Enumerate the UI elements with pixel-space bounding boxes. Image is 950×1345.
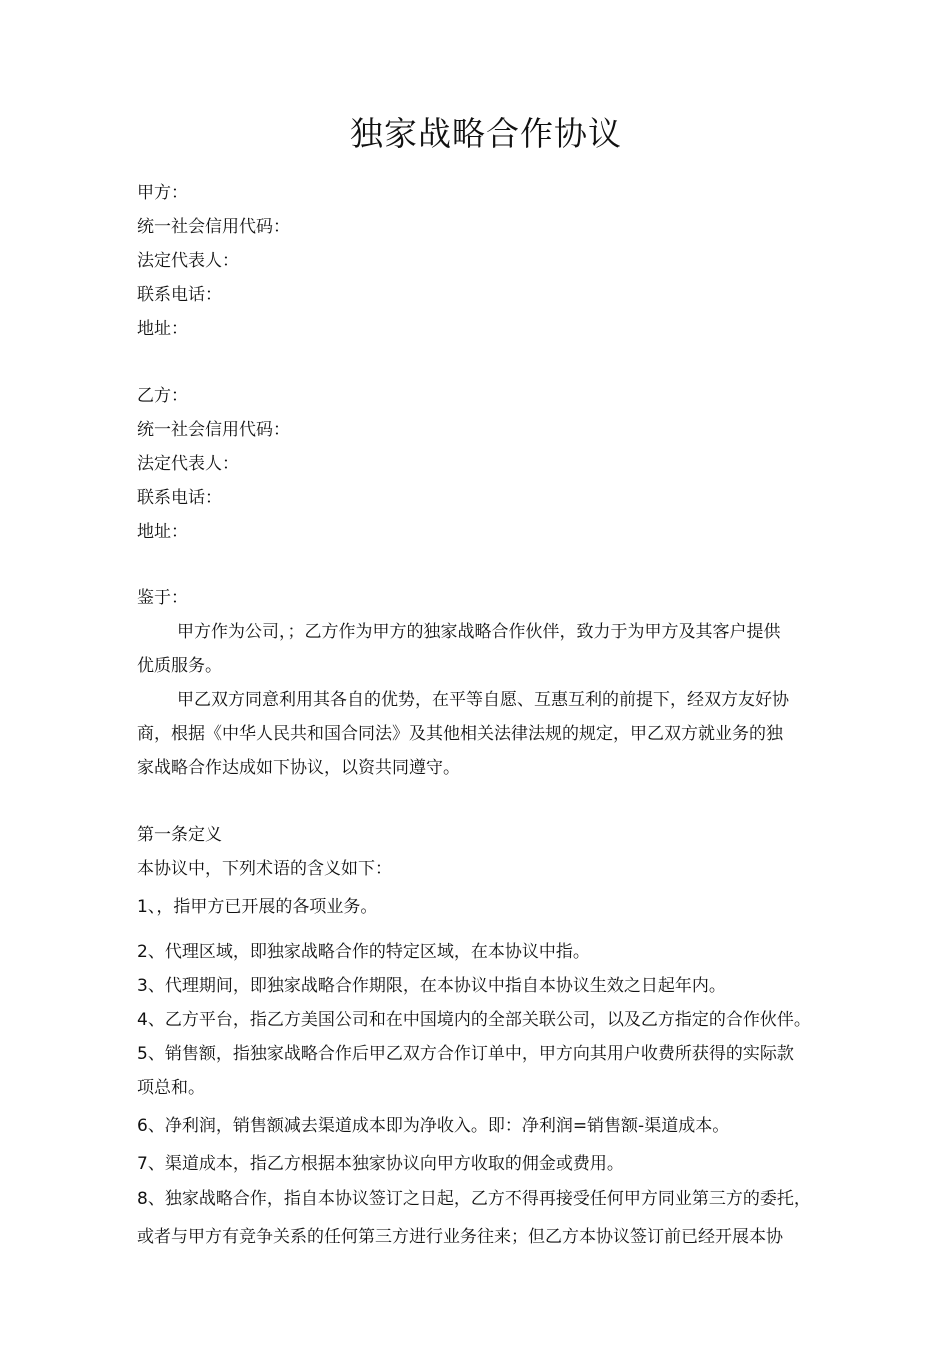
whereas-paragraph-2: 甲乙双方同意利用其各自的优势，在平等自愿、互惠互利的前提下，经双方友好协 — [177, 690, 789, 710]
article-1-intro: 本协议中，下列术语的含义如下： — [137, 859, 392, 879]
whereas-paragraph-1: 甲方作为公司，；乙方作为甲方的独家战略合作伙伴，致力于为甲方及其客户提供 — [177, 622, 781, 642]
definition-item-8-cont: 或者与甲方有竞争关系的任何第三方进行业务往来；但乙方本协议签订前已经开展本协 — [137, 1227, 783, 1247]
party-a-credit-code-label: 统一社会信用代码： — [137, 217, 290, 237]
definition-item-1: 1、，指甲方已开展的各项业务。 — [137, 897, 378, 917]
whereas-heading: 鉴于： — [137, 588, 188, 608]
party-a-address-label: 地址： — [137, 319, 188, 339]
definition-item-5-cont: 项总和。 — [137, 1078, 205, 1098]
whereas-paragraph-2-cont: 家战略合作达成如下协议，以资共同遵守。 — [137, 758, 460, 778]
definition-item-2: 2、代理区域，即独家战略合作的特定区域，在本协议中指。 — [137, 942, 590, 962]
party-b-legal-rep-label: 法定代表人： — [137, 454, 239, 474]
definition-item-7: 7、渠道成本，指乙方根据本独家协议向甲方收取的佣金或费用。 — [137, 1154, 624, 1174]
whereas-paragraph-2-cont: 商，根据《中华人民共和国合同法》及其他相关法律法规的规定，甲乙双方就业务的独 — [137, 724, 783, 744]
article-1-heading: 第一条定义 — [137, 825, 222, 845]
definition-item-4: 4、乙方平台，指乙方美国公司和在中国境内的全部关联公司，以及乙方指定的合作伙伴。 — [137, 1010, 811, 1030]
party-a-name-label: 甲方： — [137, 183, 188, 203]
party-b-credit-code-label: 统一社会信用代码： — [137, 420, 290, 440]
definition-item-3: 3、代理期间，即独家战略合作期限，在本协议中指自本协议生效之日起年内。 — [137, 976, 726, 996]
definition-item-8: 8、独家战略合作，指自本协议签订之日起，乙方不得再接受任何甲方同业第三方的委托， — [137, 1189, 811, 1209]
party-b-name-label: 乙方： — [137, 386, 188, 406]
definition-item-6: 6、净利润，销售额减去渠道成本即为净收入。即：净利润=销售额-渠道成本。 — [137, 1116, 730, 1136]
party-b-phone-label: 联系电话： — [137, 488, 222, 508]
whereas-paragraph-1-cont: 优质服务。 — [137, 656, 222, 676]
party-a-legal-rep-label: 法定代表人： — [137, 251, 239, 271]
definition-item-5: 5、销售额，指独家战略合作后甲乙双方合作订单中，甲方向其用户收费所获得的实际款 — [137, 1044, 794, 1064]
document-title: 独家战略合作协议 — [350, 114, 622, 153]
party-b-address-label: 地址： — [137, 522, 188, 542]
party-a-phone-label: 联系电话： — [137, 285, 222, 305]
